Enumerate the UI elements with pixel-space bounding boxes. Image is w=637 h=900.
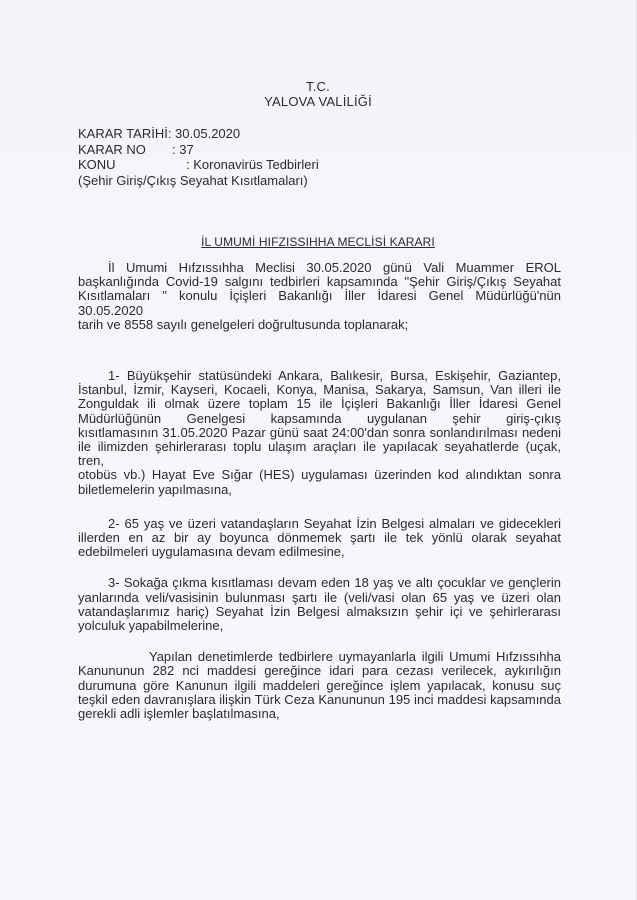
header-tc: T.C. — [306, 79, 330, 94]
text-line: biletlemelerin yapılmasına, — [78, 481, 232, 497]
document-title: İL UMUMİ HIFZISSIHHA MECLİSİ KARARI — [201, 235, 435, 249]
text-line: illerden en az bir ay boyunca dönmemek şartı ile tek yönlü olarak seyahat — [78, 530, 561, 546]
meta-decision-no — [78, 142, 560, 158]
text-line: vatandaşlarımız hariç) Seyahat İzin Belgesi almaksızın şehir içi ve şehirlerarası — [78, 603, 561, 619]
text-line: 2- 65 yaş ve üzeri vatandaşların Seyahat İzin Belgesi almaları ve gidecekleri — [108, 515, 561, 531]
text-line: Kısıtlamaları " konulu İçişleri Bakanlığı İller İdaresi Genel Müdürlüğü'nün 30.05.2020 — [78, 288, 561, 318]
header-governorship: YALOVA VALİLİĞİ — [264, 94, 372, 109]
text-line: 3- Sokağa çıkma kısıtlaması devam eden 18 yaş ve altı çocuklar ve gençlerin — [108, 575, 561, 591]
decision-date-label: KARAR TARİHİ — [78, 126, 168, 141]
decision-date-value: : 30.05.2020 — [167, 126, 241, 141]
text-line: Müdürlüğünün Genelgesi kapsamında uygulanan şehir giriş-çıkış — [78, 410, 561, 426]
subject-subtitle: (Şehir Giriş/Çıkış Seyahat Kısıtlamaları) — [78, 172, 308, 188]
text-line: Zonguldak ili olmak üzere toplam 15 ile İçişleri Bakanlığı İller İdaresi Genel — [78, 396, 561, 412]
text-line: İstanbul, İzmir, Kayseri, Kocaeli, Konya, Manisa, Sakarya, Samsun, Van illeri ile — [78, 382, 561, 398]
meta-subject — [78, 157, 560, 173]
decision-item-2 — [78, 517, 561, 560]
decision-no-value: : 37 — [172, 141, 194, 157]
text-line: edebilmeleri uygulamasına devam edilmesine, — [78, 544, 345, 560]
decision-item-1 — [78, 369, 561, 497]
text-line: İl Umumi Hıfzıssıhha Meclisi 30.05.2020 günü Vali Muammer EROL — [108, 260, 561, 275]
text-line: gerekli adli işlemler başlatılmasına, — [78, 706, 280, 722]
text-line: teşkil eden davranışlara ilişkin Türk Ceza Kanununun 195 inci maddesi kapsamında — [78, 691, 561, 707]
text-line: 1- Büyükşehir statüsündeki Ankara, Balıkesir, Bursa, Eskişehir, Gaziantep, — [108, 368, 561, 384]
text-line: yolculuk yapabilmelerine, — [78, 618, 224, 634]
text-line: yanlarında veli/vasisinin bulunması şartı ile (veli/vasi olan 65 yaş ve üzeri olan — [78, 589, 561, 605]
text-line: başkanlığında Covid-19 salgını tedbirleri kapsamında "Şehir Giriş/Çıkış Seyahat — [78, 274, 561, 290]
decision-item-3 — [78, 576, 561, 633]
subject-label: KONU — [78, 157, 116, 172]
subject-value: : Koronavirüs Tedbirleri — [186, 157, 319, 172]
meta-decision-date — [78, 126, 560, 142]
decision-no-label: KARAR NO — [78, 141, 146, 157]
text-line: kısıtlamasının 31.05.2020 Pazar günü saat 24:00'dan sonra sonlandırılması nedeni — [78, 424, 561, 440]
decision-meta — [78, 126, 560, 188]
text-line: durumuna göre Kanunun ilgili maddeleri gereğince işlem yapılacak, konusu suç — [78, 677, 561, 693]
text-line: tarih ve 8558 sayılı genelgeleri doğrultusunda toplanarak; — [78, 316, 409, 332]
text-line: Kanununun 282 nci maddesi gereğince idari para cezası verilecek, aykırılığın — [78, 663, 561, 679]
intro-paragraph — [78, 261, 561, 332]
penalty-paragraph — [78, 650, 561, 721]
text-line: Yapılan denetimlerde tedbirlere uymayanlarla ilgili Umumi Hıfzıssıhha — [149, 649, 561, 665]
text-line: ile ilimizden şehirlerarası toplu ulaşım araçları ile yapılacak seyahatlerde (uçak, tren, — [78, 439, 561, 469]
text-line: otobüs vb.) Hayat Eve Sığar (HES) uygulaması üzerinden kod alındıktan sonra — [78, 467, 561, 483]
